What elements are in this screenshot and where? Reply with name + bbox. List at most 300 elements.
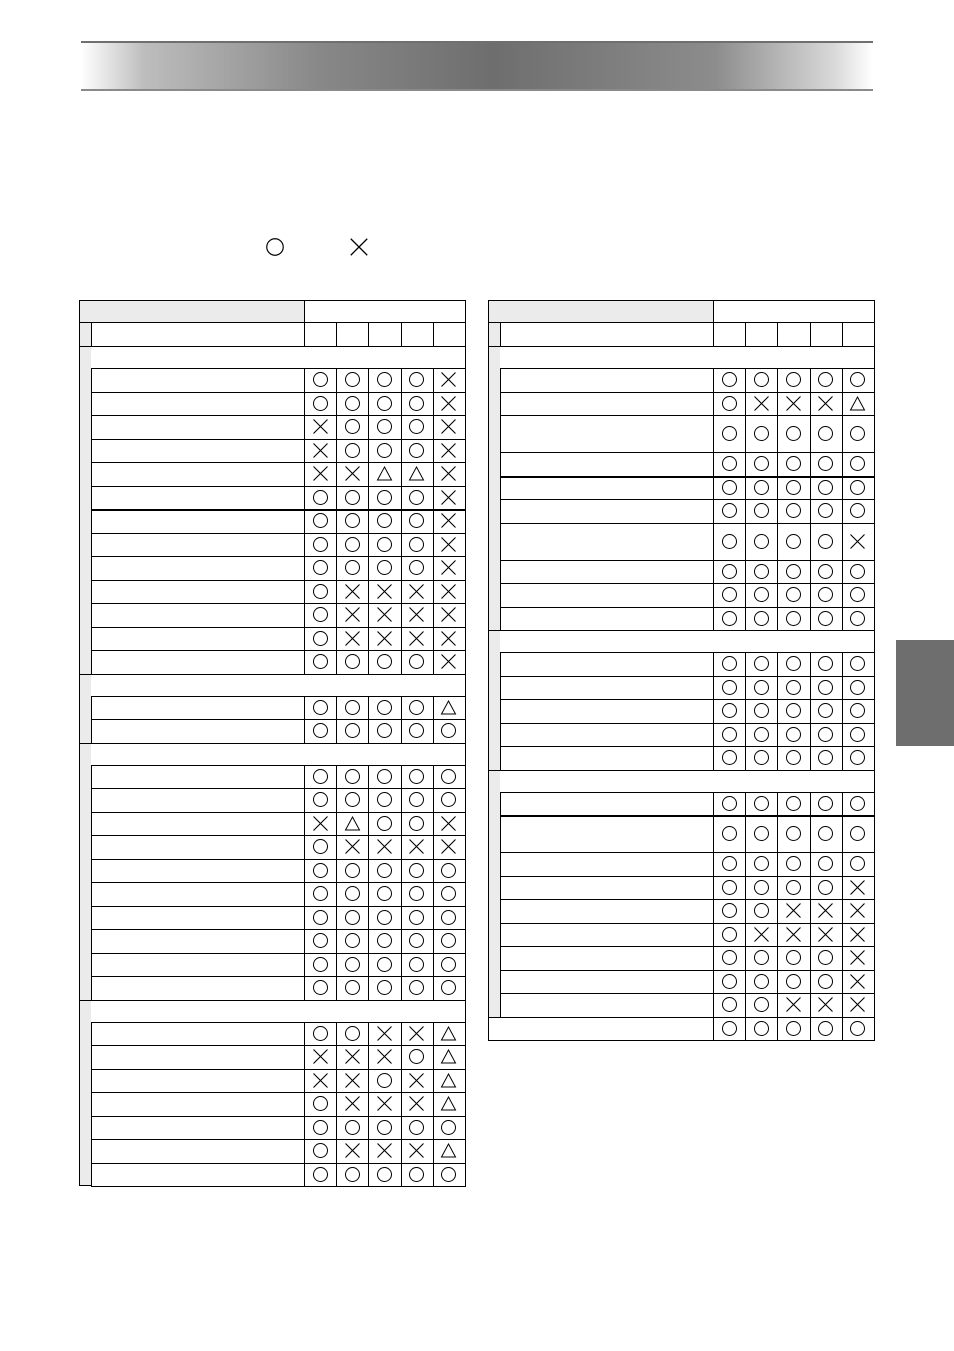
cross-icon	[849, 879, 866, 896]
circle-icon	[408, 815, 425, 832]
row-line-0-4	[91, 462, 466, 463]
cross-icon	[440, 442, 457, 459]
row-line-3-5	[91, 1139, 466, 1140]
row-line-1-4	[500, 746, 875, 747]
circle-icon	[817, 726, 834, 743]
group-top-line-0	[500, 368, 875, 369]
col-line-2-2	[777, 792, 778, 1017]
circle-icon	[817, 455, 834, 472]
circle-icon	[817, 371, 834, 388]
cross-icon	[817, 926, 834, 943]
compatibility-table-right	[488, 300, 875, 1040]
circle-icon	[312, 489, 329, 506]
circle-icon	[785, 563, 802, 580]
circle-icon	[376, 559, 393, 576]
cross-icon	[849, 973, 866, 990]
circle-icon	[408, 395, 425, 412]
col-line-0-2	[368, 368, 369, 674]
cross-icon	[312, 442, 329, 459]
cross-icon	[440, 606, 457, 623]
circle-icon	[312, 885, 329, 902]
circle-icon	[344, 489, 361, 506]
circle-icon	[817, 679, 834, 696]
cross-icon	[408, 583, 425, 600]
circle-icon	[785, 1020, 802, 1037]
compatibility-table-left	[79, 300, 466, 1186]
row-line-3-3	[91, 1092, 466, 1093]
circle-icon	[312, 583, 329, 600]
cross-icon	[753, 926, 770, 943]
cross-icon	[785, 902, 802, 919]
cross-icon	[817, 996, 834, 1013]
group-top-line-3	[488, 1017, 875, 1018]
circle-icon	[376, 512, 393, 529]
circle-icon	[817, 610, 834, 627]
circle-icon	[312, 791, 329, 808]
circle-icon	[312, 559, 329, 576]
circle-icon	[721, 425, 738, 442]
circle-icon	[753, 533, 770, 550]
cross-icon	[344, 583, 361, 600]
col-line-2-1	[745, 792, 746, 1017]
circle-icon	[408, 1048, 425, 1065]
circle-icon	[785, 455, 802, 472]
row-line-0-9	[91, 580, 466, 581]
cross-icon	[849, 533, 866, 550]
cross-icon	[785, 395, 802, 412]
circle-icon	[440, 979, 457, 996]
circle-icon	[849, 479, 866, 496]
circle-icon	[344, 699, 361, 716]
circle-icon	[753, 563, 770, 580]
row-line-1-1	[91, 719, 466, 720]
row-line-2-8	[91, 953, 466, 954]
row-line-2-2	[91, 812, 466, 813]
col-line-3-1	[336, 1022, 337, 1187]
circle-icon	[408, 489, 425, 506]
circle-icon	[312, 395, 329, 412]
col-line-3-2	[777, 1017, 778, 1041]
circle-icon	[753, 679, 770, 696]
header-title-cell	[489, 301, 713, 322]
circle-icon	[721, 563, 738, 580]
circle-icon	[344, 536, 361, 553]
circle-icon	[312, 1025, 329, 1042]
circle-icon	[344, 512, 361, 529]
row-line-0-2	[91, 415, 466, 416]
circle-icon	[408, 956, 425, 973]
cross-icon	[817, 395, 834, 412]
circle-icon	[312, 1142, 329, 1159]
row-line-2-1	[91, 788, 466, 789]
cross-icon	[344, 465, 361, 482]
circle-icon	[312, 606, 329, 623]
row-line-1-2	[500, 699, 875, 700]
cross-icon	[344, 1048, 361, 1065]
circle-icon	[849, 455, 866, 472]
subheader-col-line-4	[842, 322, 843, 346]
cross-icon	[440, 536, 457, 553]
circle-icon	[312, 1119, 329, 1136]
row-line-0-6	[91, 509, 466, 511]
circle-icon	[849, 563, 866, 580]
circle-icon	[344, 1166, 361, 1183]
circle-icon	[440, 1119, 457, 1136]
circle-icon	[753, 702, 770, 719]
circle-icon	[753, 749, 770, 766]
row-line-0-10	[91, 603, 466, 604]
cross-icon	[344, 1072, 361, 1089]
cross-icon	[440, 653, 457, 670]
triangle-icon	[849, 395, 866, 412]
circle-icon	[785, 855, 802, 872]
cross-icon	[440, 465, 457, 482]
row-line-3-1	[91, 1045, 466, 1046]
circle-icon	[344, 653, 361, 670]
circle-icon	[721, 395, 738, 412]
row-line-0-4	[500, 476, 875, 478]
circle-icon	[785, 425, 802, 442]
row-line-2-6	[500, 946, 875, 947]
circle-icon	[376, 791, 393, 808]
circle-icon	[376, 489, 393, 506]
circle-icon	[785, 795, 802, 812]
cross-icon	[312, 1048, 329, 1065]
circle-icon	[721, 949, 738, 966]
col-line-3-2	[368, 1022, 369, 1187]
circle-icon	[440, 956, 457, 973]
circle-icon	[753, 726, 770, 743]
circle-icon	[408, 722, 425, 739]
circle-icon	[440, 722, 457, 739]
circle-icon	[785, 371, 802, 388]
group-heading-top-1	[79, 674, 466, 675]
circle-icon	[376, 536, 393, 553]
cross-icon	[344, 1095, 361, 1112]
subheader-col-line-4	[433, 322, 434, 346]
circle-icon	[721, 371, 738, 388]
group-heading-top-3	[79, 1000, 466, 1001]
cross-icon	[408, 1095, 425, 1112]
cross-icon	[849, 996, 866, 1013]
group-left-line-3	[91, 1022, 92, 1187]
cross-icon	[849, 949, 866, 966]
col-line-3-3	[401, 1022, 402, 1187]
circle-icon	[344, 979, 361, 996]
circle-icon	[376, 909, 393, 926]
legend-cross-icon	[349, 237, 369, 257]
circle-icon	[376, 1072, 393, 1089]
cross-icon	[440, 583, 457, 600]
circle-icon	[785, 973, 802, 990]
circle-icon	[849, 610, 866, 627]
circle-icon	[785, 586, 802, 603]
circle-icon	[817, 973, 834, 990]
circle-icon	[344, 885, 361, 902]
circle-icon	[408, 653, 425, 670]
circle-icon	[785, 726, 802, 743]
circle-icon	[344, 442, 361, 459]
circle-icon	[721, 726, 738, 743]
circle-icon	[344, 559, 361, 576]
circle-icon	[721, 855, 738, 872]
circle-icon	[849, 655, 866, 672]
circle-icon	[753, 825, 770, 842]
row-line-2-7	[500, 970, 875, 971]
group-indent-strip	[80, 322, 91, 1185]
circle-icon	[753, 425, 770, 442]
circle-icon	[408, 1166, 425, 1183]
header-column-divider	[713, 300, 714, 322]
circle-icon	[785, 749, 802, 766]
row-line-2-2	[500, 852, 875, 853]
group-top-line-1	[91, 696, 466, 697]
circle-icon	[376, 1166, 393, 1183]
row-line-1-1	[500, 676, 875, 677]
circle-icon	[785, 949, 802, 966]
row-line-2-7	[91, 929, 466, 930]
group-left-line-1	[500, 652, 501, 770]
circle-icon	[753, 996, 770, 1013]
group-heading-top-2	[79, 743, 466, 744]
cross-icon	[312, 1072, 329, 1089]
circle-icon	[344, 418, 361, 435]
col-line-2-0	[713, 792, 714, 1017]
triangle-icon	[376, 465, 393, 482]
circle-icon	[721, 973, 738, 990]
circle-icon	[344, 395, 361, 412]
circle-icon	[817, 949, 834, 966]
circle-icon	[408, 791, 425, 808]
circle-icon	[440, 768, 457, 785]
circle-icon	[721, 926, 738, 943]
row-line-0-7	[500, 560, 875, 561]
circle-icon	[849, 726, 866, 743]
circle-icon	[376, 956, 393, 973]
circle-icon	[408, 536, 425, 553]
subheader-col-line-3	[401, 322, 402, 346]
group-top-line-1	[500, 652, 875, 653]
circle-icon	[721, 502, 738, 519]
circle-icon	[376, 699, 393, 716]
row-line-0-1	[500, 392, 875, 393]
row-line-0-5	[91, 486, 466, 487]
circle-icon	[721, 996, 738, 1013]
circle-icon	[408, 371, 425, 388]
circle-icon	[785, 679, 802, 696]
row-line-0-6	[500, 523, 875, 524]
group-heading-top-0	[488, 346, 875, 347]
circle-icon	[312, 932, 329, 949]
row-line-0-2	[500, 415, 875, 416]
circle-icon	[753, 1020, 770, 1037]
triangle-icon	[440, 699, 457, 716]
subheader-indent-line	[500, 322, 501, 346]
circle-icon	[312, 512, 329, 529]
row-line-0-8	[91, 556, 466, 557]
cross-icon	[440, 512, 457, 529]
col-line-2-4	[842, 792, 843, 1017]
circle-icon	[721, 479, 738, 496]
circle-icon	[344, 1025, 361, 1042]
circle-icon	[344, 1119, 361, 1136]
subheader-col-line-1	[336, 322, 337, 346]
circle-icon	[817, 425, 834, 442]
circle-icon	[312, 838, 329, 855]
cross-icon	[344, 606, 361, 623]
circle-icon	[344, 722, 361, 739]
row-line-2-5	[91, 882, 466, 883]
circle-icon	[817, 855, 834, 872]
circle-icon	[785, 655, 802, 672]
col-line-3-4	[433, 1022, 434, 1187]
circle-icon	[408, 512, 425, 529]
circle-icon	[849, 502, 866, 519]
group-left-line-0	[91, 368, 92, 674]
circle-icon	[817, 563, 834, 580]
legend-circle-icon	[265, 237, 285, 257]
circle-icon	[849, 586, 866, 603]
circle-icon	[817, 533, 834, 550]
group-indent-strip	[489, 322, 500, 1039]
cross-icon	[785, 926, 802, 943]
circle-icon	[849, 679, 866, 696]
circle-icon	[312, 909, 329, 926]
cross-icon	[785, 996, 802, 1013]
group-heading-top-0	[79, 346, 466, 347]
circle-icon	[376, 932, 393, 949]
circle-icon	[312, 1166, 329, 1183]
circle-icon	[312, 768, 329, 785]
circle-icon	[721, 749, 738, 766]
col-line-3-3	[810, 1017, 811, 1041]
col-line-2-3	[810, 792, 811, 1017]
circle-icon	[785, 702, 802, 719]
row-line-2-3	[91, 835, 466, 836]
circle-icon	[312, 862, 329, 879]
row-line-0-7	[91, 533, 466, 534]
circle-icon	[753, 655, 770, 672]
circle-icon	[408, 559, 425, 576]
circle-icon	[817, 502, 834, 519]
circle-icon	[849, 702, 866, 719]
circle-icon	[408, 885, 425, 902]
circle-icon	[408, 699, 425, 716]
circle-icon	[817, 879, 834, 896]
row-line-2-1	[500, 815, 875, 817]
row-line-0-3	[500, 452, 875, 453]
group-heading-top-2	[488, 770, 875, 771]
circle-icon	[753, 902, 770, 919]
cross-icon	[440, 418, 457, 435]
cross-icon	[408, 1072, 425, 1089]
row-line-2-5	[500, 923, 875, 924]
circle-icon	[312, 979, 329, 996]
circle-icon	[376, 395, 393, 412]
row-line-2-3	[500, 876, 875, 877]
cross-icon	[344, 1142, 361, 1159]
cross-icon	[408, 1142, 425, 1159]
triangle-icon	[440, 1095, 457, 1112]
circle-icon	[753, 610, 770, 627]
col-line-0-1	[336, 368, 337, 674]
cross-icon	[376, 583, 393, 600]
circle-icon	[376, 862, 393, 879]
row-line-0-11	[91, 627, 466, 628]
circle-icon	[721, 586, 738, 603]
circle-icon	[312, 371, 329, 388]
cross-icon	[376, 1048, 393, 1065]
circle-icon	[376, 653, 393, 670]
circle-icon	[408, 768, 425, 785]
circle-icon	[785, 825, 802, 842]
subheader-col-line-3	[810, 322, 811, 346]
circle-icon	[721, 825, 738, 842]
circle-icon	[721, 795, 738, 812]
circle-icon	[344, 791, 361, 808]
circle-icon	[849, 425, 866, 442]
col-line-1-4	[842, 652, 843, 770]
row-line-3-2	[91, 1069, 466, 1070]
circle-icon	[753, 949, 770, 966]
circle-icon	[753, 586, 770, 603]
circle-icon	[408, 909, 425, 926]
cross-icon	[753, 395, 770, 412]
circle-icon	[376, 885, 393, 902]
cross-icon	[376, 630, 393, 647]
cross-icon	[849, 926, 866, 943]
group-top-line-2	[500, 792, 875, 793]
section-header-bar	[81, 41, 873, 91]
header-divider	[488, 322, 875, 323]
circle-icon	[817, 1020, 834, 1037]
group-bottom-line-3	[91, 1186, 466, 1187]
circle-icon	[753, 455, 770, 472]
circle-icon	[376, 1119, 393, 1136]
triangle-icon	[440, 1072, 457, 1089]
triangle-icon	[440, 1025, 457, 1042]
row-line-0-12	[91, 650, 466, 651]
circle-icon	[312, 630, 329, 647]
circle-icon	[721, 455, 738, 472]
subheader-col-line-0	[304, 322, 305, 346]
circle-icon	[721, 902, 738, 919]
group-top-line-3	[91, 1022, 466, 1023]
row-line-0-3	[91, 439, 466, 440]
cross-icon	[408, 838, 425, 855]
row-line-0-9	[500, 607, 875, 608]
cross-icon	[817, 902, 834, 919]
circle-icon	[753, 855, 770, 872]
circle-icon	[312, 722, 329, 739]
circle-icon	[376, 979, 393, 996]
col-line-1-3	[810, 652, 811, 770]
circle-icon	[344, 768, 361, 785]
circle-icon	[753, 479, 770, 496]
circle-icon	[721, 610, 738, 627]
circle-icon	[817, 749, 834, 766]
circle-icon	[817, 479, 834, 496]
circle-icon	[408, 862, 425, 879]
circle-icon	[408, 418, 425, 435]
circle-icon	[344, 371, 361, 388]
circle-icon	[344, 862, 361, 879]
circle-icon	[721, 533, 738, 550]
circle-icon	[344, 932, 361, 949]
circle-icon	[753, 879, 770, 896]
col-line-1-1	[745, 652, 746, 770]
cross-icon	[440, 371, 457, 388]
